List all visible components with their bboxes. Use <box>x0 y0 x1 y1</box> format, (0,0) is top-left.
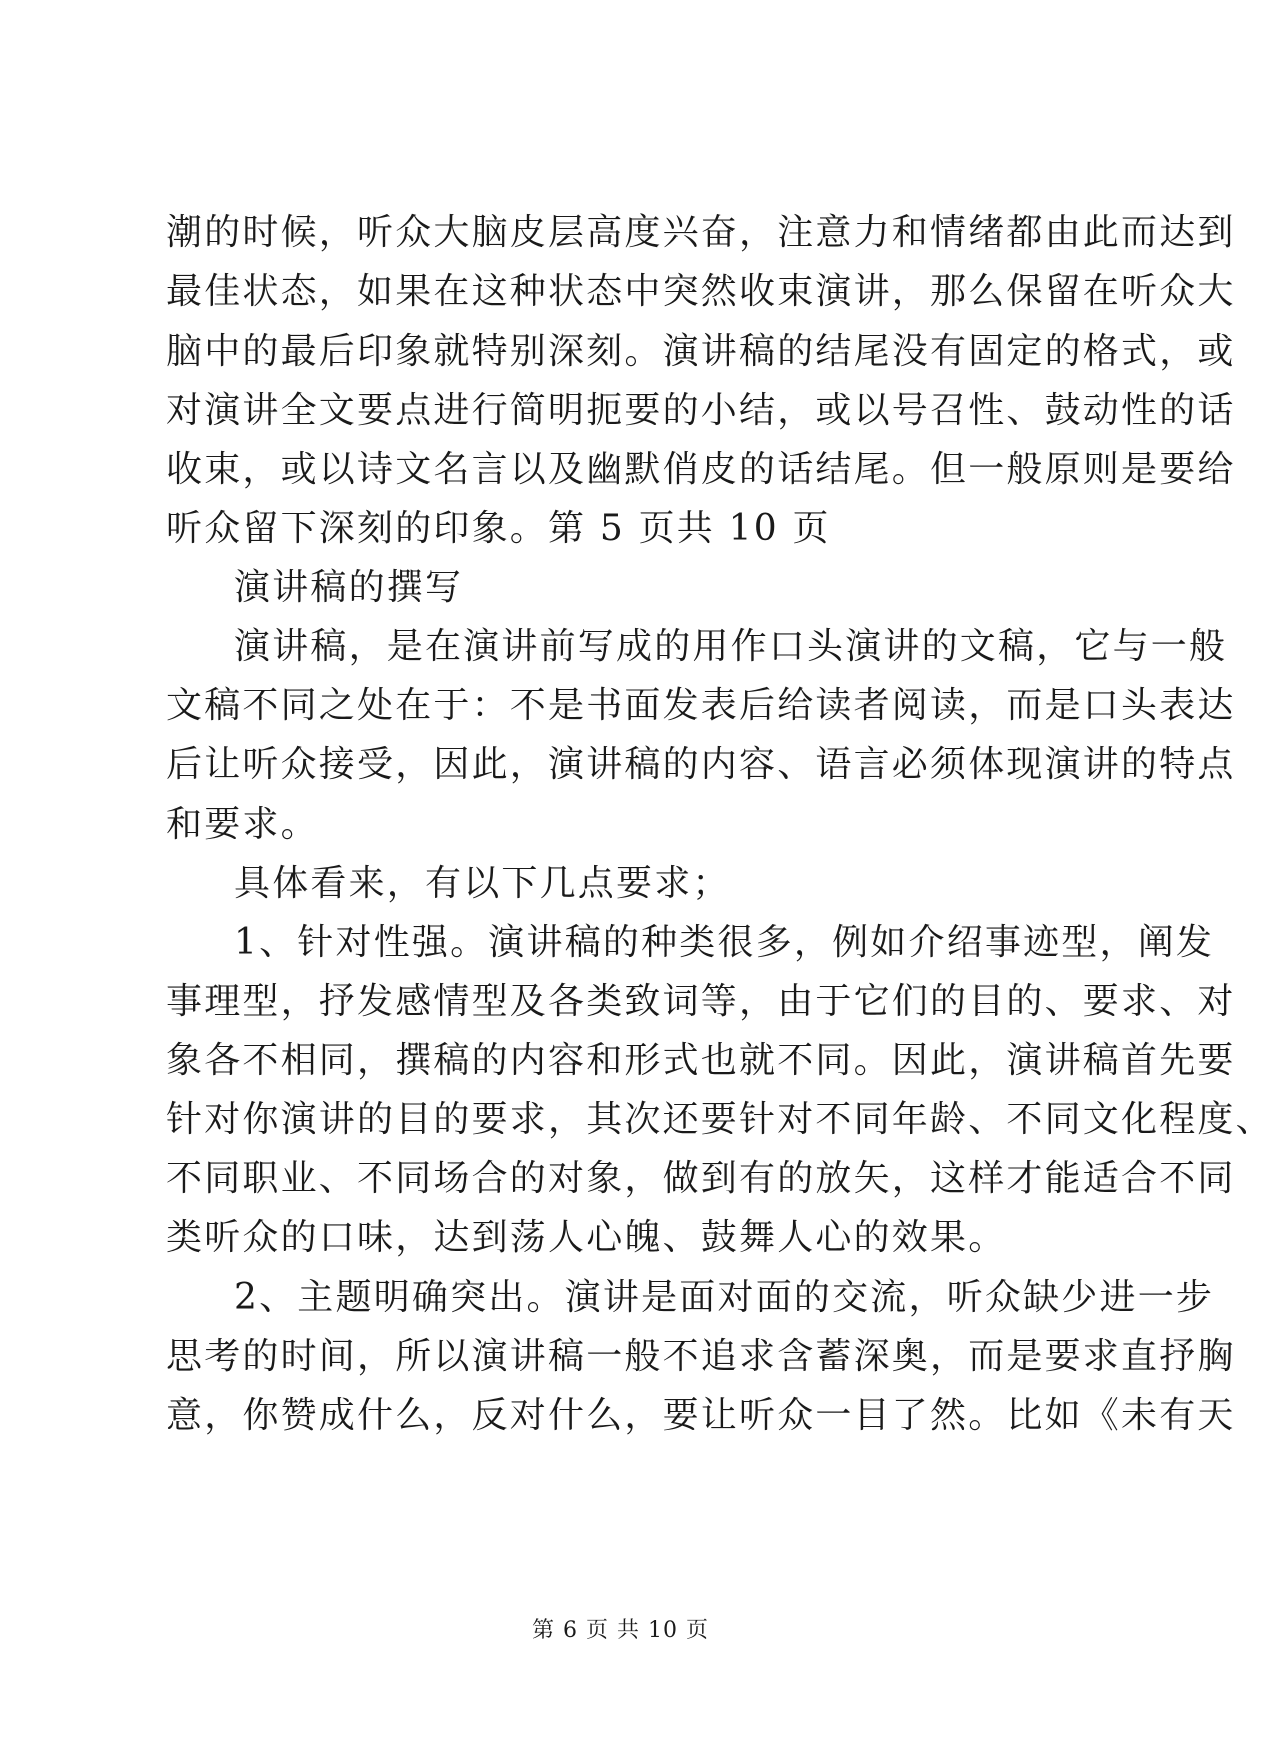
body-text-line: 不同职业、不同场合的对象，做到有的放矢，这样才能适合不同 <box>166 1158 1236 1199</box>
body-text-line: 收束，或以诗文名言以及幽默俏皮的话结尾。但一般原则是要给 <box>166 449 1236 490</box>
page-footer: 第 6 页 共 10 页 <box>532 1618 709 1643</box>
body-text-line: 1、针对性强。演讲稿的种类很多，例如介绍事迹型，阐发 <box>234 922 1215 963</box>
body-text-line: 对演讲全文要点进行简明扼要的小结，或以号召性、鼓动性的话 <box>166 390 1236 431</box>
section-heading: 演讲稿的撰写 <box>234 567 464 608</box>
body-text-line: 听众留下深刻的印象。第 5 页共 10 页 <box>166 508 831 549</box>
body-text-line: 演讲稿，是在演讲前写成的用作口头演讲的文稿，它与一般 <box>234 626 1228 667</box>
body-text-line: 事理型，抒发感情型及各类致词等，由于它们的目的、要求、对 <box>166 981 1236 1022</box>
body-text-line: 和要求。 <box>166 804 319 845</box>
body-text-line: 潮的时候，听众大脑皮层高度兴奋，注意力和情绪都由此而达到 <box>166 212 1236 253</box>
body-text-line: 象各不相同，撰稿的内容和形式也就不同。因此，演讲稿首先要 <box>166 1040 1236 1081</box>
body-text-line: 具体看来，有以下几点要求； <box>234 863 731 904</box>
body-text-line: 2、主题明确突出。演讲是面对面的交流，听众缺少进一步 <box>234 1277 1215 1318</box>
body-text-line: 类听众的口味，达到荡人心魄、鼓舞人心的效果。 <box>166 1217 1007 1258</box>
body-text-line: 后让听众接受，因此，演讲稿的内容、语言必须体现演讲的特点 <box>166 744 1236 785</box>
body-text-line: 针对你演讲的目的要求，其次还要针对不同年龄、不同文化程度、 <box>166 1099 1274 1140</box>
body-text-line: 脑中的最后印象就特别深刻。演讲稿的结尾没有固定的格式，或 <box>166 331 1236 372</box>
body-text-line: 文稿不同之处在于：不是书面发表后给读者阅读，而是口头表达 <box>166 685 1236 726</box>
body-text-line: 最佳状态，如果在这种状态中突然收束演讲，那么保留在听众大 <box>166 271 1236 312</box>
body-text-line: 意，你赞成什么，反对什么，要让听众一目了然。比如《未有天 <box>166 1395 1236 1436</box>
body-text-line: 思考的时间，所以演讲稿一般不追求含蓄深奥，而是要求直抒胸 <box>166 1336 1236 1377</box>
